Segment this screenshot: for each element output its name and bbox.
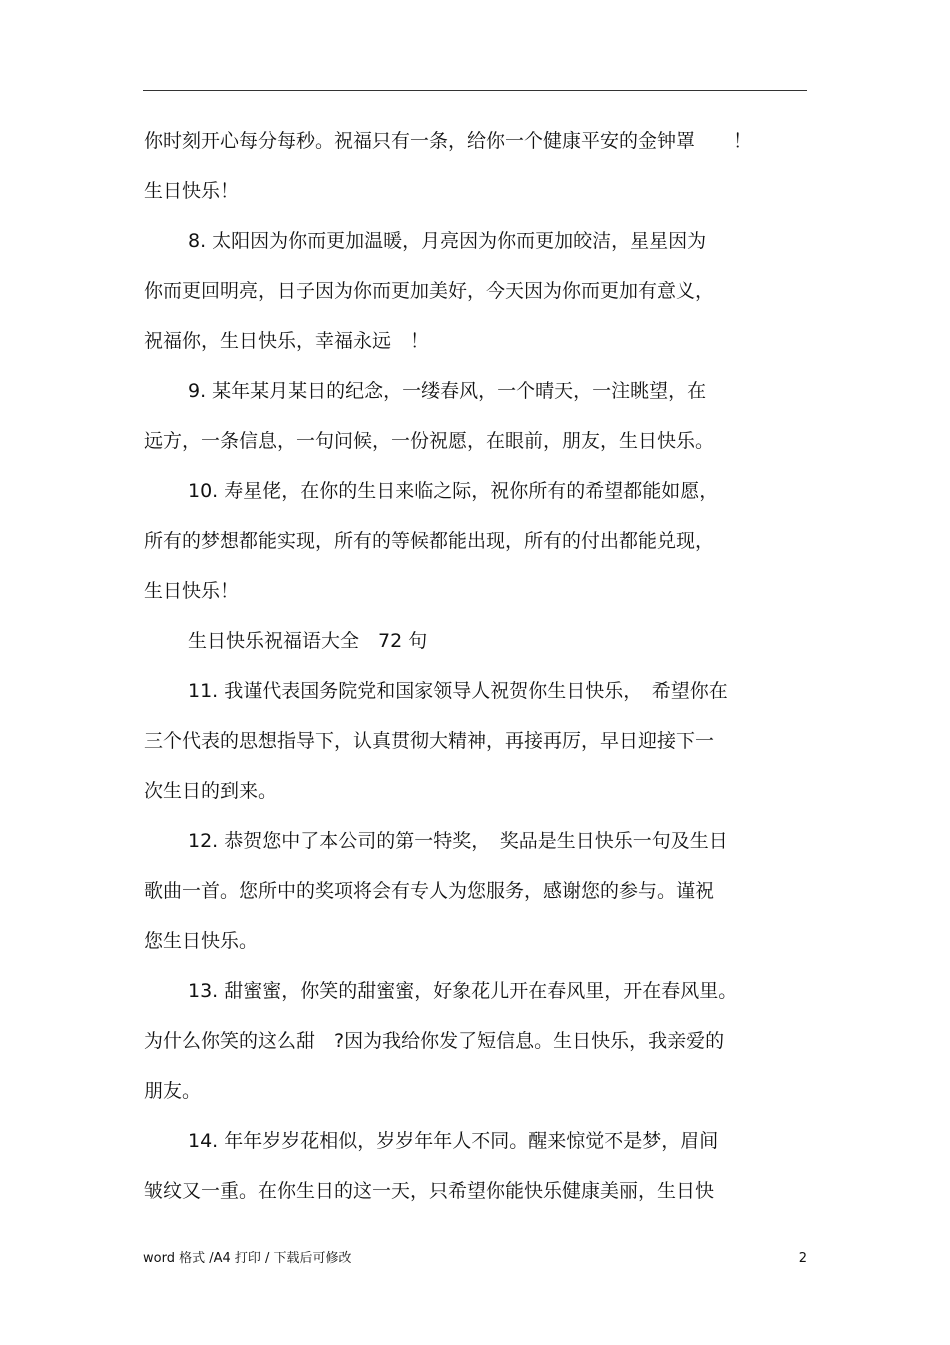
document-body — [144, 118, 814, 1218]
header-rule — [143, 90, 807, 91]
text-line: 生日快乐！ — [144, 180, 240, 202]
text-line: 您生日快乐。 — [144, 930, 259, 952]
page-number: 2 — [798, 1251, 807, 1266]
text-line: 朋友。 — [144, 1080, 202, 1102]
text-line: 生日快乐！ — [144, 580, 240, 602]
text-line: 14. 年年岁岁花相似，岁岁年年人不同。醒来惊觉不是梦，眉间 — [188, 1130, 719, 1152]
text-line: 皱纹又一重。在你生日的这一天，只希望你能快乐健康美丽，生日快 — [144, 1180, 715, 1202]
text-line: 祝福你，生日快乐，幸福永远 ！ — [144, 330, 430, 352]
text-line: 你时刻开心每分每秒。祝福只有一条，给你一个健康平安的金钟罩 ！ — [144, 130, 753, 152]
text-line: 三个代表的思想指导下，认真贯彻大精神，再接再厉，早日迎接下一 — [144, 730, 715, 752]
text-line: 生日快乐祝福语大全 72 句 — [188, 630, 428, 652]
text-line: 9. 某年某月某日的纪念，一缕春风，一个晴天，一注眺望，在 — [188, 380, 707, 402]
text-line: 13. 甜蜜蜜，你笑的甜蜜蜜，好象花儿开在春风里，开在春风里。 — [188, 980, 738, 1002]
text-line: 8. 太阳因为你而更加温暖，月亮因为你而更加皎洁，星星因为 — [188, 230, 707, 252]
footer-note: word 格式 /A4 打印 / 下载后可修改 — [143, 1251, 352, 1266]
text-line: 次生日的到来。 — [144, 780, 278, 802]
text-line: 歌曲一首。您所中的奖项将会有专人为您服务，感谢您的参与。谨祝 — [144, 880, 715, 902]
text-line: 你而更回明亮，日子因为你而更加美好，今天因为你而更加有意义， — [144, 280, 715, 302]
text-line: 11. 我谨代表国务院党和国家领导人祝贺你生日快乐， 希望你在 — [188, 680, 728, 702]
text-line: 远方，一条信息，一句问候，一份祝愿，在眼前，朋友，生日快乐。 — [144, 430, 715, 452]
text-line: 为什么你笑的这么甜 ?因为我给你发了短信息。生日快乐，我亲爱的 — [144, 1030, 725, 1052]
text-line: 12. 恭贺您中了本公司的第一特奖， 奖品是生日快乐一句及生日 — [188, 830, 728, 852]
text-line: 10. 寿星佬，在你的生日来临之际，祝你所有的希望都能如愿， — [188, 480, 719, 502]
text-line: 所有的梦想都能实现，所有的等候都能出现，所有的付出都能兑现， — [144, 530, 715, 552]
